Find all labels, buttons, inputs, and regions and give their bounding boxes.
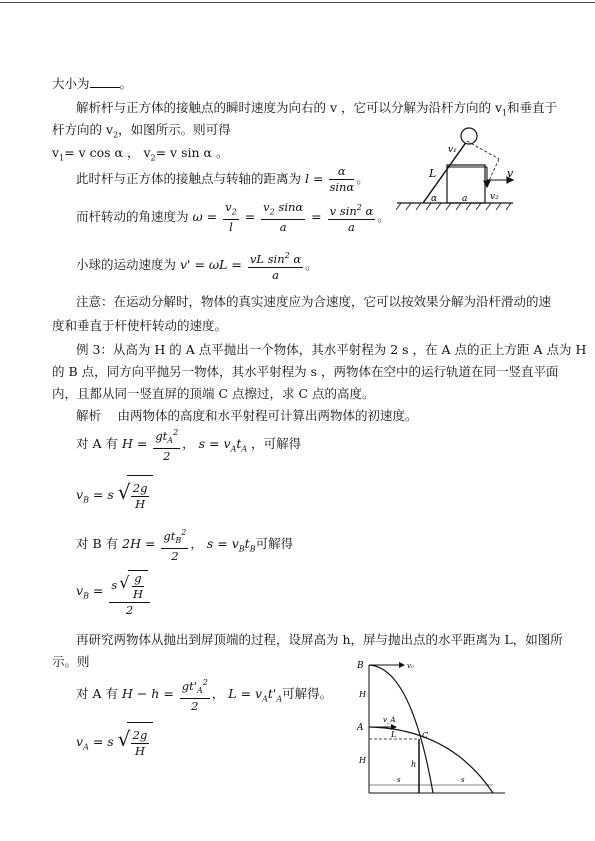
text-segment: = v cos α ， v	[64, 145, 151, 160]
text-segment: 内，且都从同一竖直屏的顶端 C 点擦过，求 C 点的高度。	[52, 386, 375, 401]
text-line-13	[52, 406, 576, 426]
text-segment: 度和垂直于杆使杆转动的速度。	[52, 318, 228, 333]
fraction: $\frac{gt'_A^2}{2}$	[180, 675, 210, 714]
label-alpha: α	[431, 194, 438, 204]
text-segment: = v sin α 。	[155, 145, 229, 160]
fraction: $\frac{gt_A^2}{2}$	[153, 425, 180, 464]
text-segment: 示。则	[52, 654, 90, 669]
ball	[461, 128, 477, 144]
answer-blank	[90, 75, 120, 88]
velocity-parallelogram	[467, 141, 499, 185]
label-v1: v₁	[448, 145, 457, 155]
trajectory-b	[369, 665, 433, 793]
text-line-7	[52, 248, 576, 283]
text-line-20: 对 A 有 H − h = $\frac{gt'_A^2}{2}$ ， $L = v_At'_A$可解得。	[52, 675, 576, 718]
text-line-6: 而杆转动的角速度为 ω = $\frac{v_2}{l}$ = $\frac{v_2 \sin\alpha}{a}$ = $\frac{v \sin^2 \alpha}{a}$ 。	[76, 200, 390, 235]
fraction: s √ $\frac{g}{H}$ 2	[109, 570, 149, 618]
text-line-1	[52, 74, 552, 94]
label-B: B	[357, 661, 364, 671]
velocity-vectors	[447, 167, 513, 187]
fraction: $\frac{\alpha}{\sin\alpha}$	[329, 164, 355, 194]
text-segment: 对 B 有	[76, 536, 119, 552]
label-A: A	[357, 723, 364, 733]
text-segment: 。	[377, 209, 390, 225]
fraction: $\frac{gt_B^2}{2}$	[161, 525, 188, 564]
text-segment: ，如图所示。则可得	[118, 122, 231, 137]
label-s2: s	[461, 776, 465, 784]
label-H-lower: H	[359, 756, 366, 765]
text-line-8	[52, 292, 576, 312]
text-segment: 。	[356, 171, 369, 186]
text-segment: 可解得。	[282, 686, 333, 702]
text-line-12	[52, 384, 552, 404]
text-segment: 。	[305, 257, 318, 272]
text-segment: 解析杆与正方体的接触点的瞬时速度为向右的 v ，它可以分解为沿杆方向的 v	[76, 100, 503, 115]
text-line-11	[52, 362, 559, 382]
text-segment: 杆方向的 v	[52, 122, 114, 137]
fraction: $\frac{v_2}{l}$	[225, 200, 237, 235]
text-segment: 的 B 点，同方向平抛另一物体，其水平射程为 s ，两物体在空中的运行轨道在同一竖直平面	[52, 364, 559, 379]
text-line-3: 杆方向的 $v_2$，如图所示。则可得	[52, 122, 231, 140]
label-C: C	[422, 731, 429, 740]
label-L: L	[391, 730, 397, 739]
text-segment: 而杆转动的角速度为	[76, 209, 189, 225]
label-h: h	[411, 760, 417, 769]
fraction: $\frac{vL \sin^2 \alpha}{a}$	[248, 248, 303, 283]
ground-hatching	[396, 203, 511, 210]
label-v2: v₂	[490, 192, 499, 202]
text-segment: 和垂直于	[507, 100, 558, 115]
formula-omega: ω =	[192, 209, 218, 225]
text-segment: 大小为	[52, 76, 90, 91]
formula-ball-speed: v' = ωL =	[180, 257, 242, 272]
text-line-18	[52, 630, 576, 650]
label-L: L	[429, 167, 437, 180]
formula-vb-2: $v_B$ = s √ $\frac{g}{H}$ 2	[52, 570, 576, 618]
text-segment: 此时杆与正方体的接触点与转轴的距离为	[76, 171, 302, 186]
projectile-screen-diagram	[345, 655, 520, 800]
text-segment: 小球的运动速度为	[76, 257, 177, 272]
sqrt: √ $\frac{2g}{H}$	[118, 722, 154, 763]
fraction: $\frac{v_2 \sin\alpha}{a}$	[263, 200, 304, 235]
text-segment: 对 A 有	[76, 436, 118, 452]
label-v: v	[507, 167, 514, 180]
sqrt: √ $\frac{2g}{H}$	[118, 475, 154, 516]
formula-vb-1: $v_B = s$ √ $\frac{2g}{H}$	[52, 475, 576, 521]
text-segment: ，可解得	[251, 436, 302, 452]
label-a: a	[462, 194, 468, 204]
text-line-9	[52, 316, 552, 336]
text-segment: 注意：在运动分解时，物体的真实速度应为合速度，它可以按效果分解为沿杆滑动的速	[76, 294, 552, 309]
label-s1: s	[397, 776, 401, 784]
text-segment: 对 A 有	[76, 686, 118, 702]
label-vA: v_A	[383, 716, 396, 724]
text-line-16: 对 B 有 2H = $\frac{gt_B^2}{2}$ ， $s = v_Bt_B$可解得	[52, 525, 576, 568]
formula-distance: l =	[305, 171, 324, 186]
fraction: $\frac{v \sin^2 \alpha}{a}$	[328, 200, 376, 235]
text-segment: v	[52, 145, 60, 160]
rod-cube-velocity-diagram	[395, 125, 535, 220]
page-top-rule	[0, 2, 595, 3]
text-line-4: $v_1= v$ cos α ， $v_2= v$ sin α 。	[52, 145, 229, 163]
text-segment: 例 3：从高为 H 的 A 点平抛出一个物体，其水平射程为 2 s ，在 A 点的正上方距 A 点为 H	[76, 342, 587, 357]
text-line-14: 对 A 有 H = $\frac{gt_A^2}{2}$ ， $s = v_At_A$ ，可解得	[52, 425, 576, 468]
text-segment: 再研究两物体从抛出到屏顶端的过程，设屏高为 h，屏与抛出点的水平距离为 L，如图所	[76, 632, 563, 647]
text-segment: 。	[119, 76, 133, 91]
text-line-10	[52, 340, 587, 360]
label-v0: v₀	[407, 662, 414, 670]
text-segment: 可解得	[255, 536, 294, 552]
formula-va: $v_A = s$ √ $\frac{2g}{H}$	[52, 722, 576, 768]
text-segment: 解析 由两物体的高度和水平射程可计算出两物体的初速度。	[76, 408, 418, 423]
label-H-upper: H	[359, 690, 366, 699]
text-line-2: 解析杆与正方体的接触点的瞬时速度为向右的 v ，它可以分解为沿杆方向的 $v_1$和垂直于	[76, 100, 558, 118]
